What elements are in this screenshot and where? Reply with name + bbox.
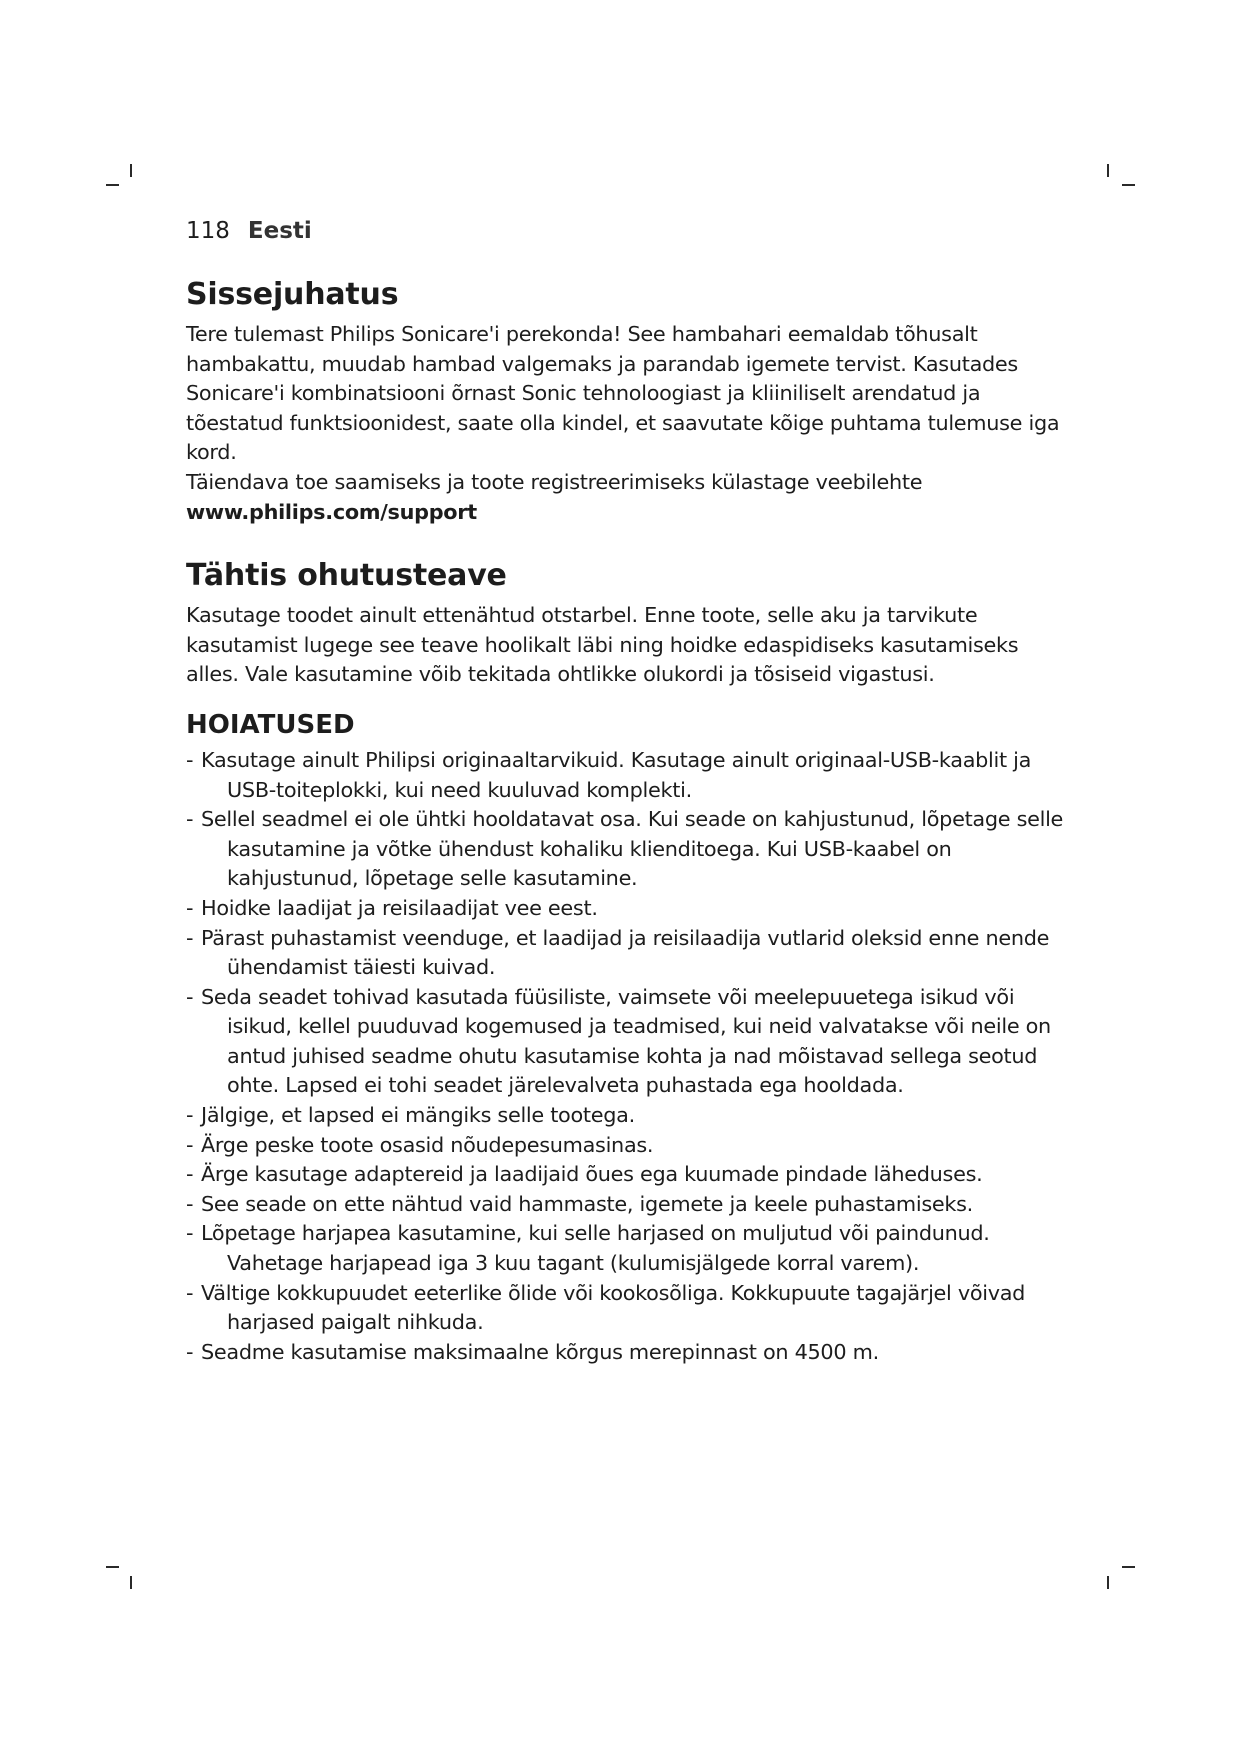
warning-item: - Pärast puhastamist veenduge, et laadijad ja reisilaadija vutlarid oleksid enne nende ühendamist täiesti kuivad.	[186, 925, 1050, 980]
page-number: 118	[186, 218, 230, 244]
crop-mark-top-right-v	[1107, 164, 1109, 177]
warning-item: - Hoidke laadijat ja reisilaadijat vee eest.	[186, 895, 598, 920]
warning-item: - Lõpetage harjapea kasutamine, kui selle harjased on muljutud või paindunud. Vahetage harjapead iga 3 kuu tagant (kulumisjälgede korral varem).	[186, 1221, 990, 1276]
intro-paragraph: Tere tulemast Philips Sonicare'i perekonda! See hambahari eemaldab tõhusalt hambakattu, muudab hambad valgemaks ja parandab igemete tervist. Kasutades Sonicare'i kombinatsiooni õrnast Sonic tehnoloogiast ja kliiniliselt arendatud ja tõestatud funktsioonidest, saate olla kindel, et saavutate kõige puhtama tulemuse iga kord.	[186, 322, 1060, 465]
safety-section	[186, 557, 1066, 1367]
warning-item: - Ärge kasutage adaptereid ja laadijaid õues ega kuumade pindade läheduses.	[186, 1162, 983, 1187]
warning-item: - Seadme kasutamise maksimaalne kõrgus merepinnast on 4500 m.	[186, 1339, 879, 1364]
crop-mark-bottom-left-v	[130, 1576, 132, 1589]
intro-title: Sissejuhatus	[186, 277, 399, 312]
page-content	[186, 218, 1066, 1367]
warning-item: - Vältige kokkupuudet eeterlike õlide või kookosõliga. Kokkupuute tagajärjel võivad harjased paigalt nihkuda.	[186, 1280, 1026, 1335]
support-url: www.philips.com/support	[186, 499, 477, 524]
crop-mark-bottom-right-v	[1107, 1576, 1109, 1589]
crop-mark-bottom-left-h	[106, 1566, 119, 1568]
warning-item: - See seade on ette nähtud vaid hammaste, igemete ja keele puhastamiseks.	[186, 1191, 973, 1216]
warning-item: - Sellel seadmel ei ole ühtki hooldatavat osa. Kui seade on kahjustunud, lõpetage selle kasutamine ja võtke ühendust kohaliku klienditoega. Kui USB-kaabel on kahjustunud, lõpetage selle kasutamine.	[186, 807, 1064, 891]
crop-mark-top-left-h	[106, 184, 119, 186]
safety-title: Tähtis ohutusteave	[186, 558, 507, 594]
page-language: Eesti	[247, 218, 312, 244]
crop-mark-bottom-right-h	[1122, 1566, 1135, 1568]
warnings-title: HOIATUSED	[186, 709, 355, 740]
page-header	[186, 218, 1066, 244]
warnings-list	[186, 746, 1066, 1367]
safety-paragraph: Kasutage toodet ainult ettenähtud otstarbel. Enne toote, selle aku ja tarvikute kasutamist lugege see teave hoolikalt läbi ning hoidke edaspidiseks kasutamiseks alles. Vale kasutamine võib tekitada ohtlikke olukordi ja tõsiseid vigastusi.	[186, 603, 1019, 687]
support-text: Täiendava toe saamiseks ja toote registreerimiseks külastage veebilehte	[186, 469, 923, 494]
crop-mark-top-right-h	[1122, 184, 1135, 186]
warning-item: - Kasutage ainult Philipsi originaaltarvikuid. Kasutage ainult originaal-USB-kaablit ja USB-toiteplokki, kui need kuuluvad komplekti.	[186, 747, 1032, 802]
warning-item: - Seda seadet tohivad kasutada füüsiliste, vaimsete või meelepuuetega isikud või isikud, kellel puuduvad kogemused ja teadmised, kui neid valvatakse või neile on antud juhised seadme ohutu kasutamise kohta ja nad mõistavad sellega seotud ohte. Lapsed ei tohi seadet järelevalveta puhastada ega hooldada.	[186, 984, 1051, 1098]
intro-section	[186, 276, 1066, 527]
crop-mark-top-left-v	[130, 164, 132, 177]
warning-item: - Ärge peske toote osasid nõudepesumasinas.	[186, 1132, 654, 1157]
warning-item: - Jälgige, et lapsed ei mängiks selle tootega.	[186, 1103, 635, 1128]
